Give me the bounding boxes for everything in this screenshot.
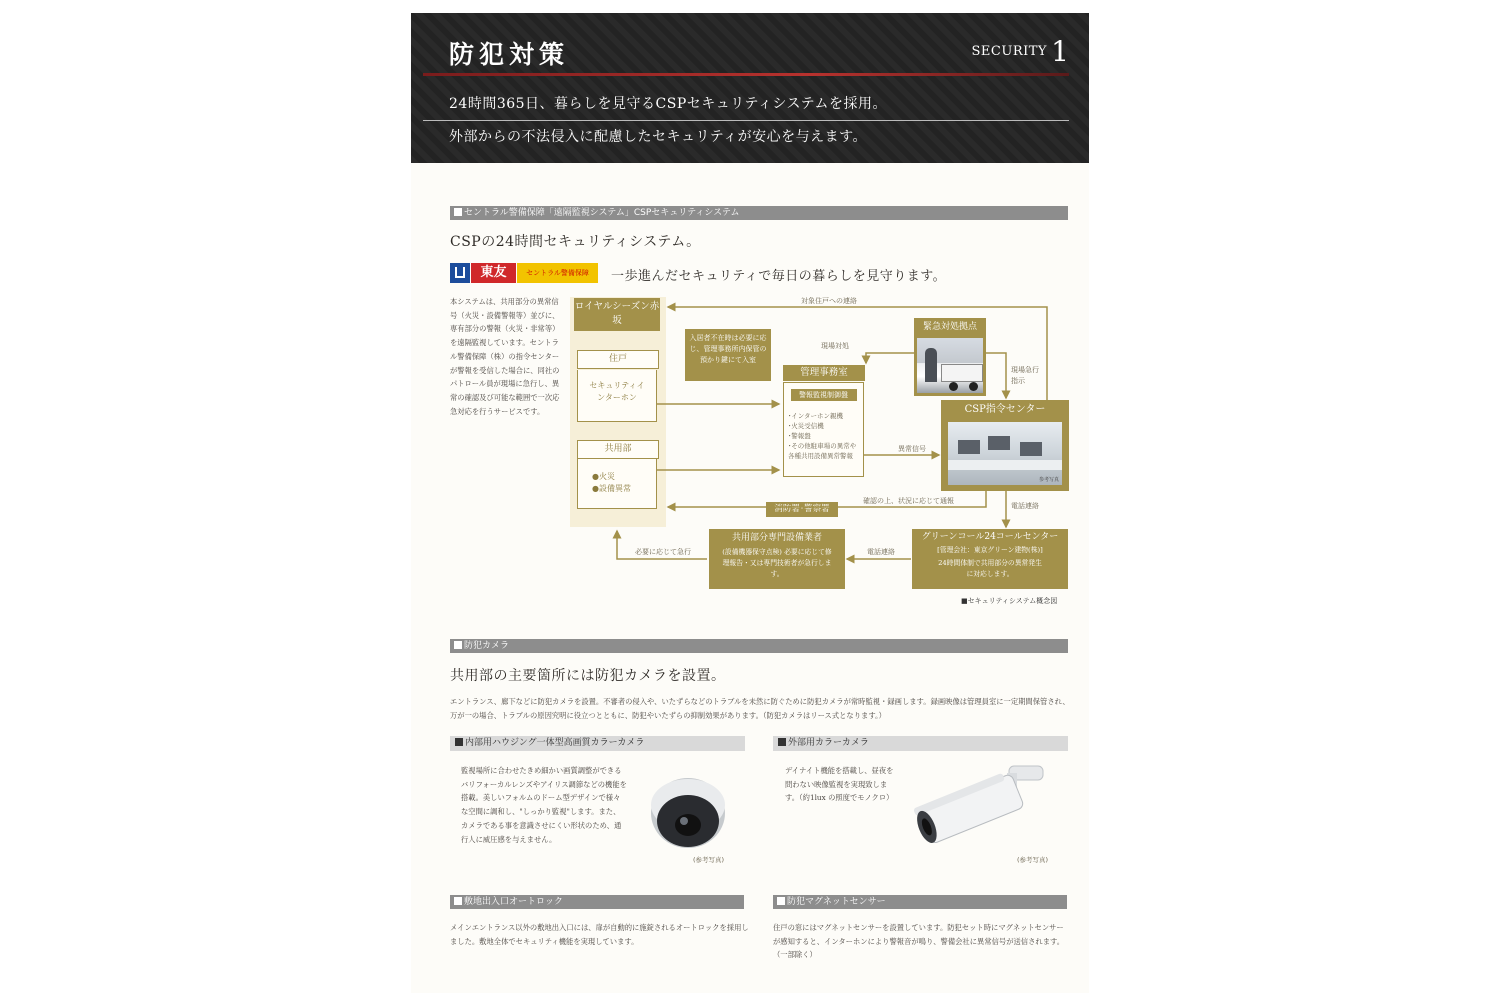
csp-photo-caption: 参考写真	[1038, 477, 1059, 483]
label-vendor-rush: 必要に応じて急行	[635, 548, 691, 556]
label-phone-1: 電話連絡	[1011, 502, 1039, 510]
section-number: 1	[1051, 35, 1069, 68]
common-item-fire: ●火災	[592, 472, 615, 481]
magnet-bar-label: 防犯マグネットセンサー	[787, 897, 886, 907]
common-item-equipment: ●設備異常	[592, 484, 631, 493]
csp-tagline: 一歩進んだセキュリティで毎日の暮らしを見守ります。	[611, 269, 947, 284]
magnet-text: 住戸の窓にはマグネットセンサーを設置しています。防犯セット時にマグネットセンサーが感知すると、インターホンにより警報音が鳴り、警備会社に異常信号が送信されます。（一部除く）	[773, 923, 1064, 960]
autolock-bar-label: 敷地出入口オートロック	[464, 897, 563, 907]
unit-device: セキュリティインターホン	[577, 370, 657, 422]
logo-company: 東友	[471, 263, 516, 283]
autolock-text: メインエントランス以外の敷地出入口には、扉が自動的に施錠されるオートロックを採用しました。敷地全体でセキュリティ機能を実現しています。	[450, 923, 749, 946]
label-rush: 現場急行指示	[1011, 366, 1039, 385]
emergency-label: 緊急対処拠点	[922, 322, 977, 332]
outdoor-camera-text: デイナイト機能を搭載し、昼夜を問わない映像監視を実現致します。（約1lux の照度でモノクロ）	[785, 766, 894, 803]
absent-note: 入居者不在時は必要に応じ、管理事務所内保管の預かり鍵にて入室	[685, 329, 771, 381]
brochure-page	[411, 13, 1089, 993]
fire-police-label: 消防署･警察署	[766, 502, 838, 517]
greencall-label: グリーンコール24コールセンター	[921, 532, 1059, 542]
arrow-rush	[986, 353, 1006, 398]
vendor-text: (設備機器保守点検) 必要に応じて修理報告・又は専門技術者が急行します。	[722, 548, 832, 578]
section-label: SECURITY	[971, 44, 1047, 59]
header-line-1: 24時間365日、暮らしを見守るCSPセキュリティシステムを採用。	[449, 96, 887, 112]
building-name: ロイヤルシーズン赤坂	[574, 298, 660, 331]
autolock-bar	[450, 895, 744, 909]
office-item: ･火災受信機	[788, 422, 824, 430]
office-sub: 警報監視制御盤	[791, 389, 857, 401]
camera-intro: エントランス、廊下などに防犯カメラを設置。不審者の侵入や、いたずらなどのトラブルを未然に防ぐために防犯カメラが常時監視・録画します。録画映像は管理員室に一定期間保管され、万が一の場合、トラブルの原因究明に役立つとともに、防犯やいたずらの抑制効果があります。（防犯カメラはリース式となります。）	[450, 697, 1070, 720]
page-title: 防犯対策	[449, 40, 570, 69]
camera-bar-label: 防犯カメラ	[464, 641, 510, 651]
office-item: 各種共用設備異常警報	[788, 452, 853, 460]
arrow-onsite	[866, 353, 914, 363]
outdoor-camera-bar	[773, 736, 1068, 751]
csp-bar-label: セントラル警備保障「遠隔監視システム」CSPセキュリティシステム	[464, 208, 740, 218]
office-label: 管理事務室	[783, 365, 865, 381]
logo-partner: セントラル警備保障	[517, 263, 598, 283]
csp-center-label: CSP指令センター	[964, 404, 1046, 415]
common-label: 共用部	[577, 440, 659, 459]
unit-label: 住戸	[577, 350, 659, 369]
label-phone-2: 電話連絡	[867, 548, 895, 556]
label-signal: 異常信号	[898, 445, 926, 453]
camera-section-bar	[450, 639, 1068, 653]
indoor-camera-title: 内部用ハウジング一体型高画質カラーカメラ	[465, 738, 645, 748]
header-line-2: 外部からの不法侵入に配慮したセキュリティが安心を与えます。	[449, 129, 867, 145]
indoor-camera-bar	[450, 736, 745, 751]
outdoor-camera-title: 外部用カラーカメラ	[788, 738, 869, 748]
label-onsite: 現場対処	[821, 342, 849, 350]
csp-heading: CSPの24時間セキュリティシステム。	[450, 234, 701, 250]
greencall-sub: [管理会社：東京グリーン建物(株)]	[937, 546, 1043, 554]
diagram-caption: ■セキュリティシステム概念図	[961, 597, 1058, 605]
magnet-bar	[773, 895, 1067, 909]
camera-heading: 共用部の主要箇所には防犯カメラを設置。	[450, 668, 726, 684]
office-item: ･その他駐車場の異常や	[788, 442, 857, 450]
office-item: ･インターホン親機	[788, 412, 843, 420]
label-contact-residents: 対象住戸への連絡	[801, 297, 857, 305]
greencall-text: 24時間体制で共用部分の異常発生に対応します。	[938, 559, 1042, 578]
vendor-label: 共用部分専門設備業者	[731, 533, 822, 543]
indoor-photo-caption: (参考写真)	[693, 856, 725, 864]
indoor-camera-text: 監視場所に合わせたきめ細かい画質調整ができるバリフォーカルレンズやアイリス調節などの機能を搭載。美しいフォルムのドーム型デザインで様々な空間に調和し、"しっかり監視"します。また、カメラである事を意識させにくい形状のため、通行人に威圧感を与えません。	[461, 766, 627, 844]
csp-description: 本システムは、共用部分の異常信号（火災・設備警報等）並びに、専有部分の警報（火災・非常等）を遠隔監視しています。セントラル警備保障（株）の指令センターが警報を受信した場合に、同社のパトロール員が現場に急行し、異常の確認及び可能な範囲で一次応急対応を行うサービスです。	[450, 297, 560, 416]
label-notify: 確認の上、状況に応じて通報	[863, 497, 954, 505]
outdoor-photo-caption: (参考写真)	[1017, 856, 1049, 864]
office-item: ･警報盤	[788, 432, 811, 440]
